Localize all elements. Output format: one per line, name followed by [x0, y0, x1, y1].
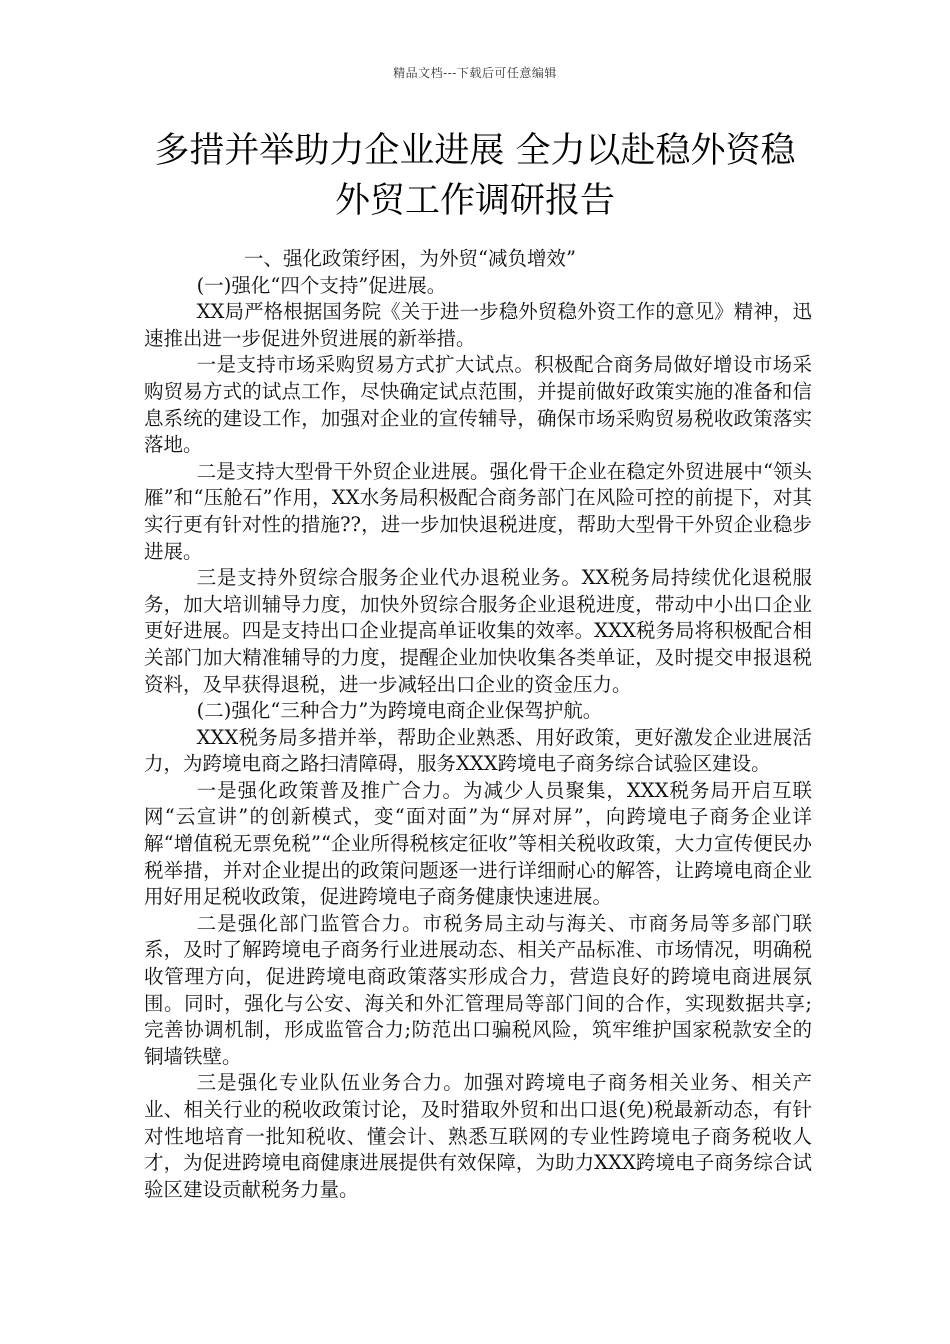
subsection-heading-2: (二)强化“三种合力”为跨境电商企业保驾护航。 — [196, 699, 603, 723]
body-paragraph: 三是支持外贸综合服务企业代办退税业务。XX税务局持续优化退税服务，加大培训辅导力度，加快外贸综合服务企业退税进度，带动中小出口企业更好进展。四是支持出口企业提高单证收集的效率。XXX税务局将积极配合相关部门加大精准辅导的力度，提醒企业加快收集各类单证，及时提交申报退税资料，及早获得退税，进一步减轻出口企业的资金压力。 — [144, 566, 812, 696]
body-paragraph: XX局严格根据国务院《关于进一步稳外贸稳外资工作的意见》精神，迅速推出进一步促进外贸进展的新举措。 — [144, 300, 812, 350]
document-title — [100, 126, 850, 226]
body-paragraph: 一是支持市场采购贸易方式扩大试点。积极配合商务局做好增设市场采购贸易方式的试点工作，尽快确定试点范围，并提前做好政策实施的准备和信息系统的建设工作，加强对企业的宣传辅导，确保市场采购贸易税收政策落实落地。 — [144, 353, 812, 457]
page-header-note: 精品文档---下载后可任意编辑 — [393, 66, 557, 80]
document-title-line-1: 多措并举助力企业进展 全力以赴稳外资稳 — [154, 131, 796, 171]
body-paragraph: 二是支持大型骨干外贸企业进展。强化骨干企业在稳定外贸进展中“领头雁”和“压舱石”作用，XX水务局积极配合商务部门在风险可控的前提下，对其实行更有针对性的措施??，进一步加快退税进度，帮助大型骨干外贸企业稳步进展。 — [144, 459, 812, 563]
body-paragraph: 三是强化专业队伍业务合力。加强对跨境电子商务相关业务、相关产业、相关行业的税收政策讨论，及时猎取外贸和出口退(免)税最新动态，有针对性地培育一批知税收、懂会计、熟悉互联网的专业性跨境电子商务税收人才，为促进跨境电商健康进展提供有效保障，为助力XXX跨境电子商务综合试验区建设贡献税务力量。 — [144, 1071, 812, 1201]
document-title-line-2: 外贸工作调研报告 — [334, 181, 615, 221]
section-heading-1: 一、强化政策纾困，为外贸“减负增效” — [244, 247, 576, 270]
document-body — [144, 246, 812, 1203]
body-paragraph: XXX税务局多措并举，帮助企业熟悉、用好政策，更好激发企业进展活力，为跨境电商之路扫清障碍，服务XXX跨境电子商务综合试验区建设。 — [144, 725, 812, 776]
body-paragraph: 二是强化部门监管合力。市税务局主动与海关、市商务局等多部门联系，及时了解跨境电子商务行业进展动态、相关产品标准、市场情况，明确税收管理方向，促进跨境电商政策落实形成合力，营造良好的跨境电商进展氛围。同时，强化与公安、海关和外汇管理局等部门间的合作，实现数据共享;完善协调机制，形成监管合力;防范出口骗税风险，筑牢维护国家税款安全的铜墙铁壁。 — [144, 911, 812, 1068]
body-paragraph: 一是强化政策普及推广合力。为减少人员聚集，XXX税务局开启互联网“云宣讲”的创新模式，变“面对面”为“屏对屏”，向跨境电子商务企业详解“增值税无票免税”“企业所得税核定征收”等相关税收政策，大力宣传便民办税举措，并对企业提出的政策问题逐一进行详细耐心的解答，让跨境电商企业用好用足税收政策，促进跨境电子商务健康快速进展。 — [144, 778, 812, 909]
subsection-heading-1: (一)强化“四个支持”促进展。 — [196, 273, 447, 297]
